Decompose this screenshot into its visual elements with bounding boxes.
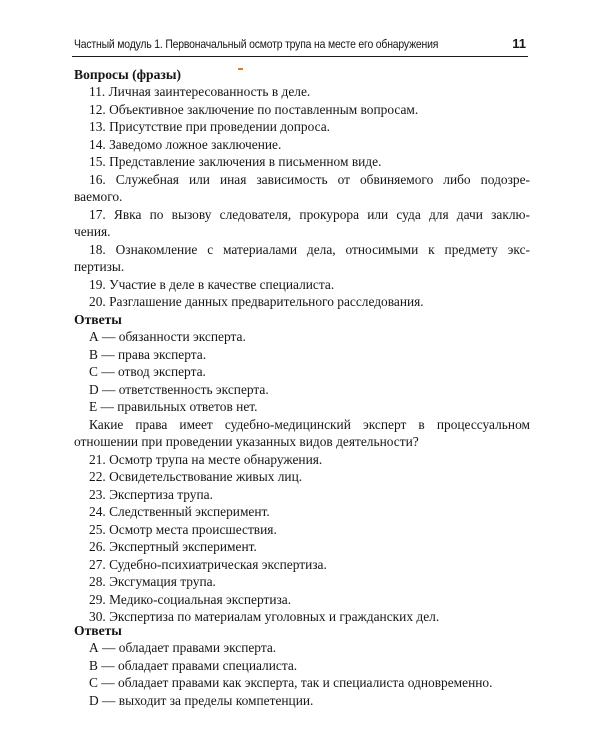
question-item-24: 24. Следственный эксперимент. xyxy=(89,504,270,519)
question-item-15: 15. Представление заключения в письменном виде. xyxy=(89,154,382,169)
question-item-17-line1: 17. Явка по вызову следователя, прокурора или суда для дачи заклю- xyxy=(89,206,530,222)
question-item-18-line2: пертизы. xyxy=(74,259,125,274)
answer-option-e: Е — правильных ответов нет. xyxy=(89,399,258,414)
question-item-12: 12. Объективное заключение по поставленным вопросам. xyxy=(89,101,419,117)
question-item-29: 29. Медико-социальная экспертиза. xyxy=(89,591,292,607)
question-item-13: 13. Присутствие при проведении допроса. xyxy=(89,119,331,134)
question-item-25: 25. Осмотр места происшествия. xyxy=(89,521,277,537)
header-title: Частный модуль 1. Первоначальный осмотр трупа на месте его обнаружения xyxy=(74,38,439,51)
question-prompt-line2: отношении при проведении указанных видов деятельности? xyxy=(74,434,419,449)
question-item-18-line1: 18. Ознакомление с материалами дела, относимыми к предмету экс- xyxy=(89,241,530,257)
question-item-28: 28. Эксгумация трупа. xyxy=(89,574,216,589)
question-item-30: 30. Экспертиза по материалам уголовных и гражданских дел. xyxy=(89,609,440,624)
answer2-option-b: В — обладает правами специалиста. xyxy=(89,657,298,673)
questions-section xyxy=(74,66,530,311)
question-item-20: 20. Разглашение данных предварительного расследования. xyxy=(89,294,424,309)
running-header xyxy=(72,38,528,57)
answers-section-1 xyxy=(74,311,530,626)
answer-option-b: В — права эксперта. xyxy=(89,346,207,362)
question-item-26: 26. Экспертный эксперимент. xyxy=(89,539,257,554)
question-item-19: 19. Участие в деле в качестве специалиста. xyxy=(89,276,335,292)
answers-heading-1: Ответы xyxy=(74,312,122,327)
question-item-16-line2: ваемого. xyxy=(74,189,123,204)
question-item-17-line2: чения. xyxy=(74,224,111,239)
question-item-21: 21. Осмотр трупа на месте обнаружения. xyxy=(89,451,323,467)
answer2-option-d: D — выходит за пределы компетенции. xyxy=(89,692,314,708)
answer-option-d: D — ответственность эксперта. xyxy=(89,381,269,397)
question-item-23: 23. Экспертиза трупа. xyxy=(89,486,213,502)
question-item-14: 14. Заведомо ложное заключение. xyxy=(89,136,282,152)
question-item-11: 11. Личная заинтересованность в деле. xyxy=(89,84,311,99)
answer2-option-c: С — обладает правами как эксперта, так и специалиста одновременно. xyxy=(89,675,493,690)
answers-heading-2: Ответы xyxy=(74,623,122,638)
answer-option-c: С — отвод эксперта. xyxy=(89,364,206,379)
questions-heading: Вопросы (фразы) xyxy=(74,67,181,82)
question-item-22: 22. Освидетельствование живых лиц. xyxy=(89,469,303,484)
question-prompt-line1: Какие права имеет судебно-медицинский эксперт в процессуальном xyxy=(89,416,530,432)
answer2-option-a: А — обладает правами эксперта. xyxy=(89,640,277,655)
answer-option-a: А — обязанности эксперта. xyxy=(89,329,246,344)
question-item-16-line1: 16. Служебная или иная зависимость от обвиняемого либо подозре- xyxy=(89,171,530,187)
page-number: 11 xyxy=(512,36,526,51)
answers-section-2 xyxy=(74,622,530,709)
question-item-27: 27. Судебно-психиатрическая экспертиза. xyxy=(89,556,327,572)
